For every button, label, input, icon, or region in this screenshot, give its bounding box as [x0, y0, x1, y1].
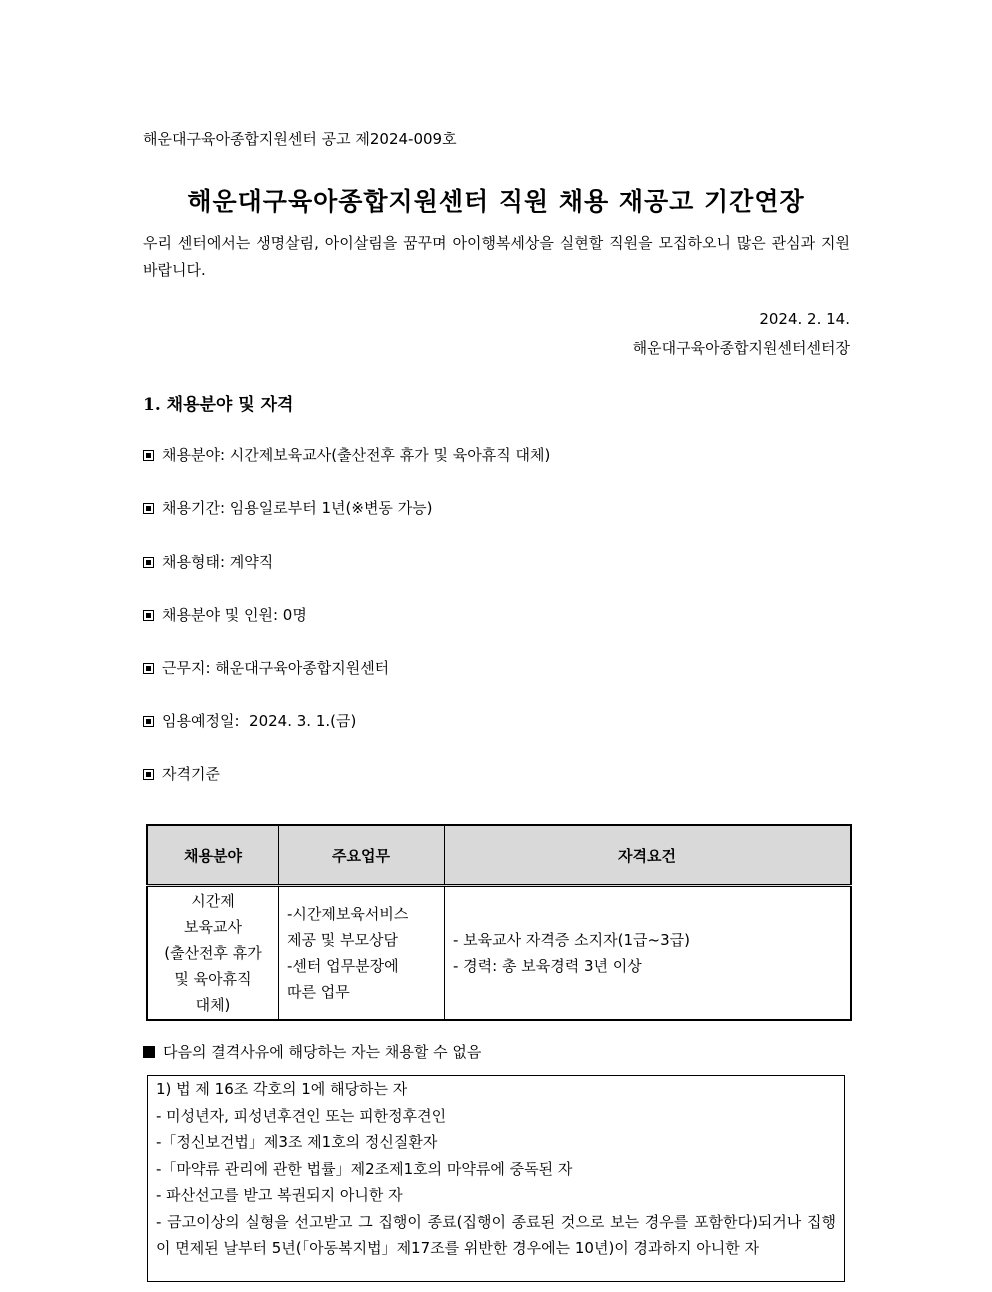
list-item: 근무지: 해운대구육아종합지원센터 — [143, 657, 389, 678]
qualifications-table — [146, 824, 852, 1021]
issuer: 해운대구육아종합지원센터센터장 — [632, 339, 850, 357]
intro-paragraph: 우리 센터에서는 생명살림, 아이살림을 꿈꾸며 아이행복세상을 실현할 직원을 모집하오니 많은 관심과 지원 바랍니다. — [143, 234, 850, 279]
requirement-cell: - 보육교사 자격증 소지자(1급~3급) - 경력: 총 보육경력 3년 이상 — [445, 886, 852, 1021]
disqualification-line: -「정신보건법」제3조 제1호의 정신질환자 — [156, 1133, 438, 1151]
disqualification-line: -「마약류 관리에 관한 법률」제2조제1호의 마약류에 중독된 자 — [156, 1159, 573, 1178]
disqualification-line: - 파산선고를 받고 복권되지 아니한 자 — [156, 1186, 403, 1204]
section-title: 1. 채용분야 및 자격 — [143, 395, 294, 415]
table-header: 채용분야 — [147, 825, 279, 886]
table-row — [147, 886, 851, 1021]
field-cell: 시간제 보육교사 (출산전후 휴가 및 육아휴직 대체) — [147, 886, 279, 1021]
checkbox-bullet-icon — [143, 503, 154, 514]
list-item: 채용분야: 시간제보육교사(출산전후 휴가 및 육아휴직 대체) — [143, 444, 550, 465]
checkbox-bullet-icon — [143, 610, 154, 621]
list-item: 채용분야 및 인원: 0명 — [143, 604, 307, 625]
list-item: 자격기준 — [143, 763, 220, 784]
disqualification-box — [147, 1075, 845, 1282]
checkbox-bullet-icon — [143, 663, 154, 674]
checkbox-bullet-icon — [143, 557, 154, 568]
disqualification-line: - 금고이상의 실형을 선고받고 그 집행이 종료(집행이 종료된 것으로 보는 경우를 포함한다)되거나 집행이 면제된 날부터 5년(「아동복지법」제17조를 위반한 경우에는 10년)이 경과하지 아니한 자 — [156, 1212, 836, 1257]
list-item: 채용기간: 임용일로부터 1년(※변동 가능) — [143, 497, 433, 518]
checkbox-bullet-icon — [143, 716, 154, 727]
table-header: 자격요건 — [445, 825, 852, 886]
notice-date: 2024. 2. 14. — [759, 310, 850, 328]
list-item: 채용형태: 계약직 — [143, 551, 273, 572]
checkbox-bullet-icon — [143, 769, 154, 780]
page-title: 해운대구육아종합지원센터 직원 채용 재공고 기간연장 — [187, 187, 805, 216]
checkbox-bullet-icon — [143, 450, 154, 461]
list-item: 임용예정일: 2024. 3. 1.(금) — [143, 710, 356, 731]
duty-cell: -시간제보육서비스 제공 및 부모상담 -센터 업무분장에 따른 업무 — [279, 886, 445, 1021]
disqualification-line: - 미성년자, 피성년후견인 또는 피한정후견인 — [156, 1106, 447, 1125]
notice-number: 해운대구육아종합지원센터 공고 제2024-009호 — [143, 130, 457, 148]
table-header: 주요업무 — [279, 825, 445, 886]
disqualification-heading: 다음의 결격사유에 해당하는 자는 채용할 수 없음 — [143, 1041, 481, 1062]
disqualification-line: 1) 법 제 16조 각호의 1에 해당하는 자 — [156, 1080, 408, 1098]
square-bullet-icon — [143, 1046, 155, 1058]
